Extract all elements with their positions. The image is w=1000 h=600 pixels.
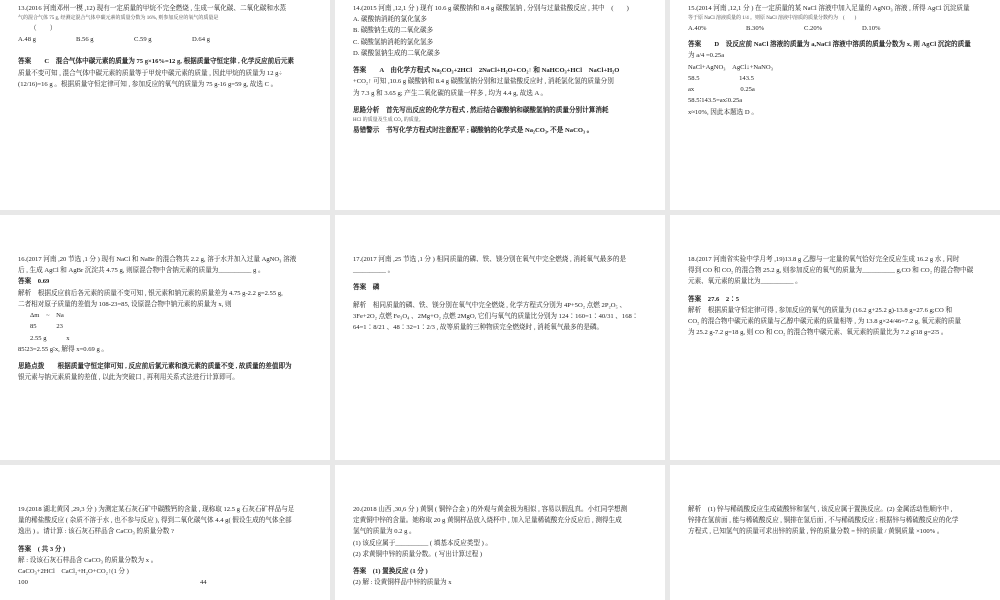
- answer-line: CaCO₃+2HCl CaCl₂+H₂O+CO₂↑(1 分 ): [18, 568, 129, 576]
- answer-line: 答案 C 混合气体中碳元素的质量为 75 g×16%=12 g, 根据质量守恒定律 , 化学反应前后元素: [18, 58, 295, 66]
- analysis-line: 3Fe+2O₂ 点燃 Fe₃O₄ 、2Mg+O₂ 点燃 2MgO, 它们与氧气的质量比分别为 124∶160=1∶40/31 、168∶: [353, 312, 639, 320]
- analysis-line: 二者相对原子质量的差值为 108-23=85, 设原混合物中钠元素的质量为 x, 则: [18, 300, 232, 308]
- answer-line: 答案 D 设反应前 NaCl 溶液的质量为 a,NaCl 溶液中溶质的质量分数为 x, 则 AgCl 沉淀的质量: [688, 41, 971, 49]
- calc-line: 58.5∶143.5=ax∶0.25a: [688, 97, 743, 105]
- answer-line: 为 7.3 g 和 3.65 g; 产生二氧化碳的质量一样多 , 均为 4.4 g, 故选 A 。: [353, 89, 548, 97]
- calc-value: 44: [200, 579, 207, 587]
- calc-value: 100: [18, 579, 28, 587]
- option-a: A. 碳酸钠消耗的氯化氢多: [353, 16, 427, 24]
- question-line: 气的混合气体 75 g, 经测定混合气体中碳元素的质量分数为 16%, 则参加反应的氧气的质量是: [18, 16, 219, 22]
- error-tip: 易错警示 书写化学方程式时注意配平 ; 碳酸钠的化学式是 Na₂CO₃, 不是 NaCO₃ 。: [353, 126, 594, 134]
- question-line: 量的稀盐酸反应 ( 杂质不溶于水 , 也不参与反应 ), 得到二氧化碳气体 4.4 g( 假设生成的气体全部: [18, 517, 292, 525]
- question-line: （ ）: [30, 24, 57, 32]
- calc-line: 58.5 143.5: [688, 74, 754, 82]
- question-line: 逸出 ) 。请计算 : 该石灰石样品含 CaCO₃ 的质量分数 ?: [18, 528, 174, 536]
- analysis-line: 解析 相同质量的磷、铁、镁分别在氧气中完全燃烧 , 化学方程式分别为 4P+5O₂ 点燃 2P₂O₅ 、: [353, 301, 627, 309]
- question-line: 20.(2018 山西 ,30,6 分 ) 黄铜 ( 铜锌合金 ) 的外观与黄金极为相似 , 容易以假乱真。小红同学想测: [353, 506, 628, 513]
- tip-line: 银元素与钠元素质量的差值 , 以此为突破口 , 再利用关系式法进行计算即可。: [18, 374, 239, 382]
- option-d: D.64 g: [192, 36, 210, 44]
- question-panel-20: [335, 465, 665, 600]
- question-line: 后 , 生成 AgCl 和 AgBr 沉淀共 4.75 g, 则原混合物中含钠元素的质量为__________ g 。: [18, 267, 265, 275]
- question-panel-15: [670, 0, 1000, 210]
- analysis-line: 解析 根据质量守恒定律可得 , 参加反应的氧气的质量为 (16.2 g+25.2 g)-13.8 g=27.6 g;CO 和: [688, 306, 953, 314]
- question-line: 19.(2018 湖北黄冈 ,29,3 分 ) 为测定某石灰石矿中碳酸钙的含量 , 现称取 12.5 g 石灰石矿样品与足: [18, 506, 295, 513]
- question-line: 16.(2017 河南 ,20 节选 ,1 分 ) 现有 NaCl 和 NaBr 的混合物共 2.2 g, 溶于水并加入过量 AgNO₃ 溶液: [18, 256, 297, 263]
- analysis-line: CO₂ 的混合物中碳元素的质量与乙醇中碳元素的质量相等 , 为 13.8 g×24/46=7.2 g, 氧元素的质量: [688, 318, 961, 326]
- options-row: [688, 24, 984, 34]
- option-b: B.30%: [746, 24, 765, 32]
- question-line: __________ 。: [353, 267, 395, 275]
- analysis-line: 64=1∶8/21 、48∶32=1∶2/3 , 故等质量的三种物质完全燃烧时 , 消耗氧气最多的是磷。: [353, 324, 604, 332]
- analysis-line: 方程式 , 已知氢气的质量可求出锌的质量 , 锌的质量分数 = 锌的质量 / 黄铜质量 ×100% 。: [688, 528, 944, 536]
- option-b: B.56 g: [76, 36, 94, 44]
- question-panel-17: [335, 215, 665, 460]
- analysis-line: 解析 根据反应前后各元素的质量不变可知 , 银元素和钠元素的质量差为 4.75 g-2.2 g=2.55 g,: [18, 289, 283, 297]
- question-panel-16: [0, 215, 330, 460]
- answer-line: 质量不变可知 , 混合气体中碳元素的质量等于甲烷中碳元素的质量 , 因此甲烷的质量为 12 g÷: [18, 69, 283, 77]
- option-c: C.20%: [804, 24, 823, 32]
- question-line: 定黄铜中锌的含量。她称取 20 g 黄铜样品放入烧杯中 , 加入足量稀硫酸充分反应后 , 测得生成: [353, 517, 622, 525]
- option-c: C. 碳酸氢钠消耗的氯化氢多: [353, 38, 434, 46]
- question-line: 等于原 NaCl 溶液质量的 1/4 。则原 NaCl 溶液中溶质的质量分数约为 ( ): [688, 16, 857, 22]
- option-a: A.40%: [688, 24, 707, 32]
- answer-line: 答案 A 由化学方程式 Na₂CO₃+2HCl 2NaCl+H₂O+CO₂↑ 和 NaHCO₃+HCl NaCl+H₂O: [353, 67, 620, 75]
- calc-line: 85 23: [30, 323, 63, 331]
- question-line: 14.(2015 河南 ,12,1 分 ) 现有 10.6 g 碳酸钠和 8.4 g 碳酸氢钠 , 分别与过量盐酸反应 , 其中 ( ): [353, 5, 629, 12]
- question-panel-20-analysis: [670, 465, 1000, 600]
- answer-line: (12/16)=16 g 。根据质量守恒定律可知 , 参加反应的氧气的质量为 75 g-16 g=59 g, 故选 C 。: [18, 80, 278, 88]
- answer-line: 答案 0.69: [18, 278, 50, 286]
- analysis-tip: 思路分析 首先写出反应的化学方程式 , 然后结合碳酸钠和碳酸氢钠的质量分别计算消耗: [353, 106, 609, 114]
- options-row: [18, 35, 314, 45]
- question-line: (2) 求黄铜中锌的质量分数。( 写出计算过程 ): [353, 550, 483, 558]
- analysis-line: 为 25.2 g-7.2 g=18 g, 则 CO 和 CO₂ 的混合物中碳元素、氧元素的质量比为 7.2 g∶18 g=2∶5 。: [688, 329, 948, 337]
- question-panel-19: [0, 465, 330, 600]
- calc-line: x≈10%, 因此本题选 D 。: [688, 108, 758, 116]
- option-c: C.59 g: [134, 36, 152, 44]
- calc-row: [18, 578, 314, 588]
- question-line: 17.(2017 河南 ,25 节选 ,1 分 ) 相同质量的磷、铁、镁分别在氧气中完全燃烧 , 消耗氧气最多的是: [353, 256, 627, 263]
- question-line: 氢气的质量为 0.2 g 。: [353, 528, 416, 536]
- question-line: 18.(2017 河南省实验中学月考 ,19)13.8 g 乙醇与一定量的氧气恰好完全反应生成 16.2 g 水 , 同时: [688, 256, 960, 263]
- calc-line: Δm ~ Na: [30, 312, 64, 320]
- calc-line: 2.55 g x: [30, 334, 70, 342]
- question-line: 得到 CO 和 CO₂ 的混合物 25.2 g, 则参加反应的氧气的质量为__________ g,CO 和 CO₂ 的混合物中碳: [688, 267, 974, 275]
- answer-line: 答案 ( 共 3 分 ): [18, 545, 66, 553]
- answer-line: 答案 27.6 2∶5: [688, 295, 740, 303]
- answer-line: 答案 (1) 置换反应 (1 分 ): [353, 568, 428, 576]
- question-panel-18: [670, 215, 1000, 460]
- answer-line: +CO₂↑ 可知 ,10.6 g 碳酸钠和 8.4 g 碳酸氢钠分别和过量盐酸反应时 , 消耗氯化氢的质量分别: [353, 78, 614, 86]
- calc-line: NaCl+AgNO₃ AgCl↓+NaNO₃: [688, 63, 773, 71]
- option-d: D.10%: [862, 24, 881, 32]
- answer-line: 答案 磷: [353, 284, 380, 292]
- answer-line: (2) 解 : 设黄铜样品中锌的质量为 x: [353, 579, 452, 587]
- question-line: (1) 该反应属于__________ ( 填基本反应类型 ) 。: [353, 539, 493, 547]
- question-panel-13: [0, 0, 330, 210]
- analysis-line: 解析 (1) 锌与稀硫酸反应生成硫酸锌和氢气 , 该反应属于置换反应。(2) 金属活动性顺序中 ,: [688, 506, 953, 513]
- question-line: 13.(2016 河南邓州一模 ,12) 现有一定质量的甲烷不完全燃烧 , 生成一氧化碳、二氧化碳和水蒸: [18, 5, 287, 12]
- answer-line: 为 a/4 =0.25a: [688, 52, 725, 60]
- option-d: D. 碳酸氢钠生成的二氧化碳多: [353, 49, 441, 57]
- option-b: B. 碳酸钠生成的二氧化碳多: [353, 27, 434, 35]
- analysis-line: 锌排在氢前面 , 能与稀硫酸反应 , 铜排在氢后面 , 不与稀硫酸反应 ; 根据锌与稀硫酸反应的化学: [688, 517, 959, 525]
- analysis-tip: HCl 的质量及生成 CO₂ 的质量。: [353, 117, 424, 123]
- question-panel-14: [335, 0, 665, 210]
- question-line: 元素、氧元素的质量比为__________ 。: [688, 278, 802, 286]
- calc-line: 85∶23=2.55 g∶x, 解得 x=0.69 g 。: [18, 345, 108, 353]
- calc-line: ax 0.25a: [688, 86, 755, 94]
- answer-line: 解 : 设该石灰石样品含 CaCO₃ 的质量分数为 x 。: [18, 556, 158, 564]
- tip-line: 思路点拨 根据质量守恒定律可知 , 反应前后氯元素和溴元素的质量不变 , 故质量的差值即为: [18, 362, 292, 370]
- question-line: 15.(2014 河南 ,12,1 分 ) 在一定质量的某 NaCl 溶液中加入足量的 AgNO₃ 溶液 , 所得 AgCl 沉淀质量: [688, 5, 970, 12]
- option-a: A.48 g: [18, 36, 36, 44]
